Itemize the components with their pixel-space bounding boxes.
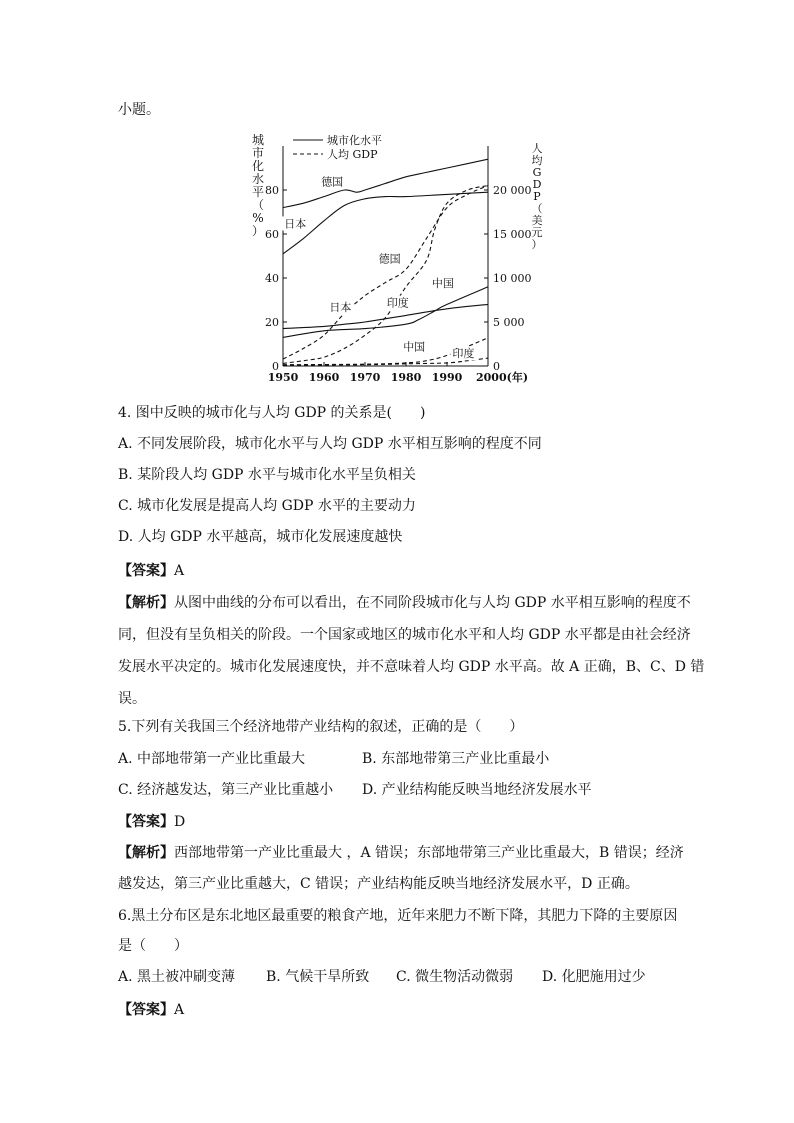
- right-tick-label: 5 000: [493, 316, 525, 329]
- q5-option-c: C. 经济越发达，第三产业比重越小: [118, 782, 334, 798]
- series-label: 印度: [452, 347, 475, 361]
- series-line-gdp: [283, 186, 488, 364]
- q6-option-c: C. 微生物活动微弱: [396, 969, 514, 985]
- urbanization-gdp-chart: [245, 128, 545, 390]
- x-tick-label: 1950: [267, 371, 299, 384]
- answer-value: A: [174, 563, 185, 579]
- legend-label: 人均 GDP: [327, 148, 378, 161]
- series-line-urbanization: [283, 287, 488, 338]
- q6-answer: [118, 1000, 184, 1020]
- q5-option-b: B. 东部地带第三产业比重最小: [362, 751, 550, 767]
- answer-value: D: [174, 814, 186, 830]
- left-tick-label: 0: [272, 360, 279, 373]
- left-axis-title-char: 市: [251, 146, 265, 160]
- left-axis-title-char: 水: [251, 172, 265, 186]
- left-tick-label: 80: [265, 184, 279, 197]
- answer-label: 【答案】: [118, 563, 174, 579]
- q5-analysis-line-2: 越发达，第三产业比重越大，C 错误；产业结构能反映当地经济发展水平，D 正确。: [118, 876, 639, 892]
- right-axis-title-char: G: [532, 166, 542, 179]
- intro-text: 小题。: [118, 102, 160, 118]
- right-axis-title-char: 均: [531, 154, 543, 167]
- left-axis-title-char: 化: [251, 159, 265, 173]
- x-tick-label: 1960: [308, 371, 340, 384]
- series-line-urbanization: [283, 159, 488, 207]
- series-label: 日本: [329, 301, 352, 314]
- q4-option-b: B. 某阶段人均 GDP 水平与城市化水平呈负相关: [118, 467, 416, 483]
- left-axis-title-char: 城: [251, 133, 265, 147]
- right-tick-label-zero: 0: [493, 360, 500, 373]
- left-axis-title-char: %: [252, 211, 264, 225]
- chart-legend: [293, 133, 382, 161]
- q4-analysis-line-3: 发展水平决定的。城市化发展速度快，并不意味着人均 GDP 水平高。故 A 正确，B、C、D 错: [118, 659, 705, 675]
- x-tick-label: 1970: [349, 371, 381, 384]
- series-label: 德国: [321, 175, 344, 189]
- answer-value: A: [174, 1002, 185, 1018]
- left-tick-label: 60: [265, 228, 279, 241]
- series-label: 中国: [403, 340, 426, 354]
- q6-option-b: B. 气候干旱所致: [266, 969, 370, 985]
- q5-answer: [118, 812, 185, 832]
- analysis-label: 【解析】: [118, 845, 174, 861]
- q6-stem-line-2: 是（ ）: [118, 938, 188, 954]
- series-line-gdp: [283, 186, 488, 359]
- q6-stem-line-1: 6.黑土分布区是东北地区最重要的粮食产地，近年来肥力不断下降，其肥力下降的主要原因: [118, 908, 678, 924]
- right-axis-title-char: P: [533, 190, 541, 203]
- q4-option-c: C. 城市化发展是提高人均 GDP 水平的主要动力: [118, 498, 416, 514]
- series-line-urbanization: [283, 192, 488, 254]
- answer-label: 【答案】: [118, 814, 174, 830]
- q5-option-a: A. 中部地带第一产业比重最大: [118, 751, 306, 767]
- q4-analysis-line-1: [118, 593, 691, 613]
- answer-label: 【答案】: [118, 1002, 174, 1018]
- right-tick-label: 10 000: [493, 272, 532, 285]
- left-axis-title-char: （: [251, 198, 265, 212]
- right-tick-label: 15 000: [493, 228, 532, 241]
- q4-analysis-line-2: 同，但没有呈负相关的阶段。一个国家或地区的城市化水平和人均 GDP 水平都是由社会经济: [118, 627, 691, 643]
- q6-option-a: A. 黑土被冲刷变薄: [118, 969, 236, 985]
- q5-stem: 5.下列有关我国三个经济地带产业结构的叙述，正确的是（ ）: [118, 719, 524, 735]
- x-tick-label: 1990: [431, 371, 463, 384]
- q5-option-d: D. 产业结构能反映当地经济发展水平: [362, 782, 592, 798]
- right-axis-title-char: （: [531, 202, 543, 215]
- right-axis-title-char: 元: [531, 226, 543, 239]
- x-tick-label: 2000(年): [476, 371, 529, 384]
- q4-stem: 4. 图中反映的城市化与人均 GDP 的关系是( ): [118, 405, 426, 421]
- right-axis-title-char: 人: [531, 142, 543, 155]
- analysis-text: 西部地带第一产业比重最大 ，A 错误；东部地带第三产业比重最大，B 错误；经济: [174, 845, 684, 861]
- q5-analysis-line-1: [118, 843, 684, 863]
- series-label: 德国: [378, 252, 401, 266]
- series-label: 中国: [431, 276, 454, 290]
- q4-option-d: D. 人均 GDP 水平越高，城市化发展速度越快: [118, 529, 403, 545]
- analysis-label: 【解析】: [118, 595, 174, 611]
- series-label: 日本: [284, 217, 307, 231]
- right-axis-title-char: ）: [531, 238, 543, 251]
- q4-option-a: A. 不同发展阶段，城市化水平与人均 GDP 水平相互影响的程度不同: [118, 436, 542, 452]
- right-tick-label: 20 000: [493, 184, 532, 197]
- series-label: 印度: [386, 296, 409, 310]
- right-axis-title-char: 美: [531, 214, 543, 227]
- x-tick-label: 1980: [390, 371, 422, 384]
- analysis-text: 从图中曲线的分布可以看出，在不同阶段城市化与人均 GDP 水平相互影响的程度不: [174, 595, 691, 611]
- q4-answer: [118, 561, 184, 581]
- left-tick-label: 20: [265, 316, 279, 329]
- right-axis-title-char: D: [532, 178, 542, 191]
- q4-analysis-line-4: 误。: [118, 691, 146, 707]
- left-tick-label: 40: [265, 272, 279, 285]
- left-axis-title-char: ）: [251, 224, 265, 238]
- legend-label: 城市化水平: [327, 134, 382, 147]
- q6-option-d: D. 化肥施用过少: [542, 969, 646, 985]
- left-axis-title-char: 平: [251, 185, 265, 199]
